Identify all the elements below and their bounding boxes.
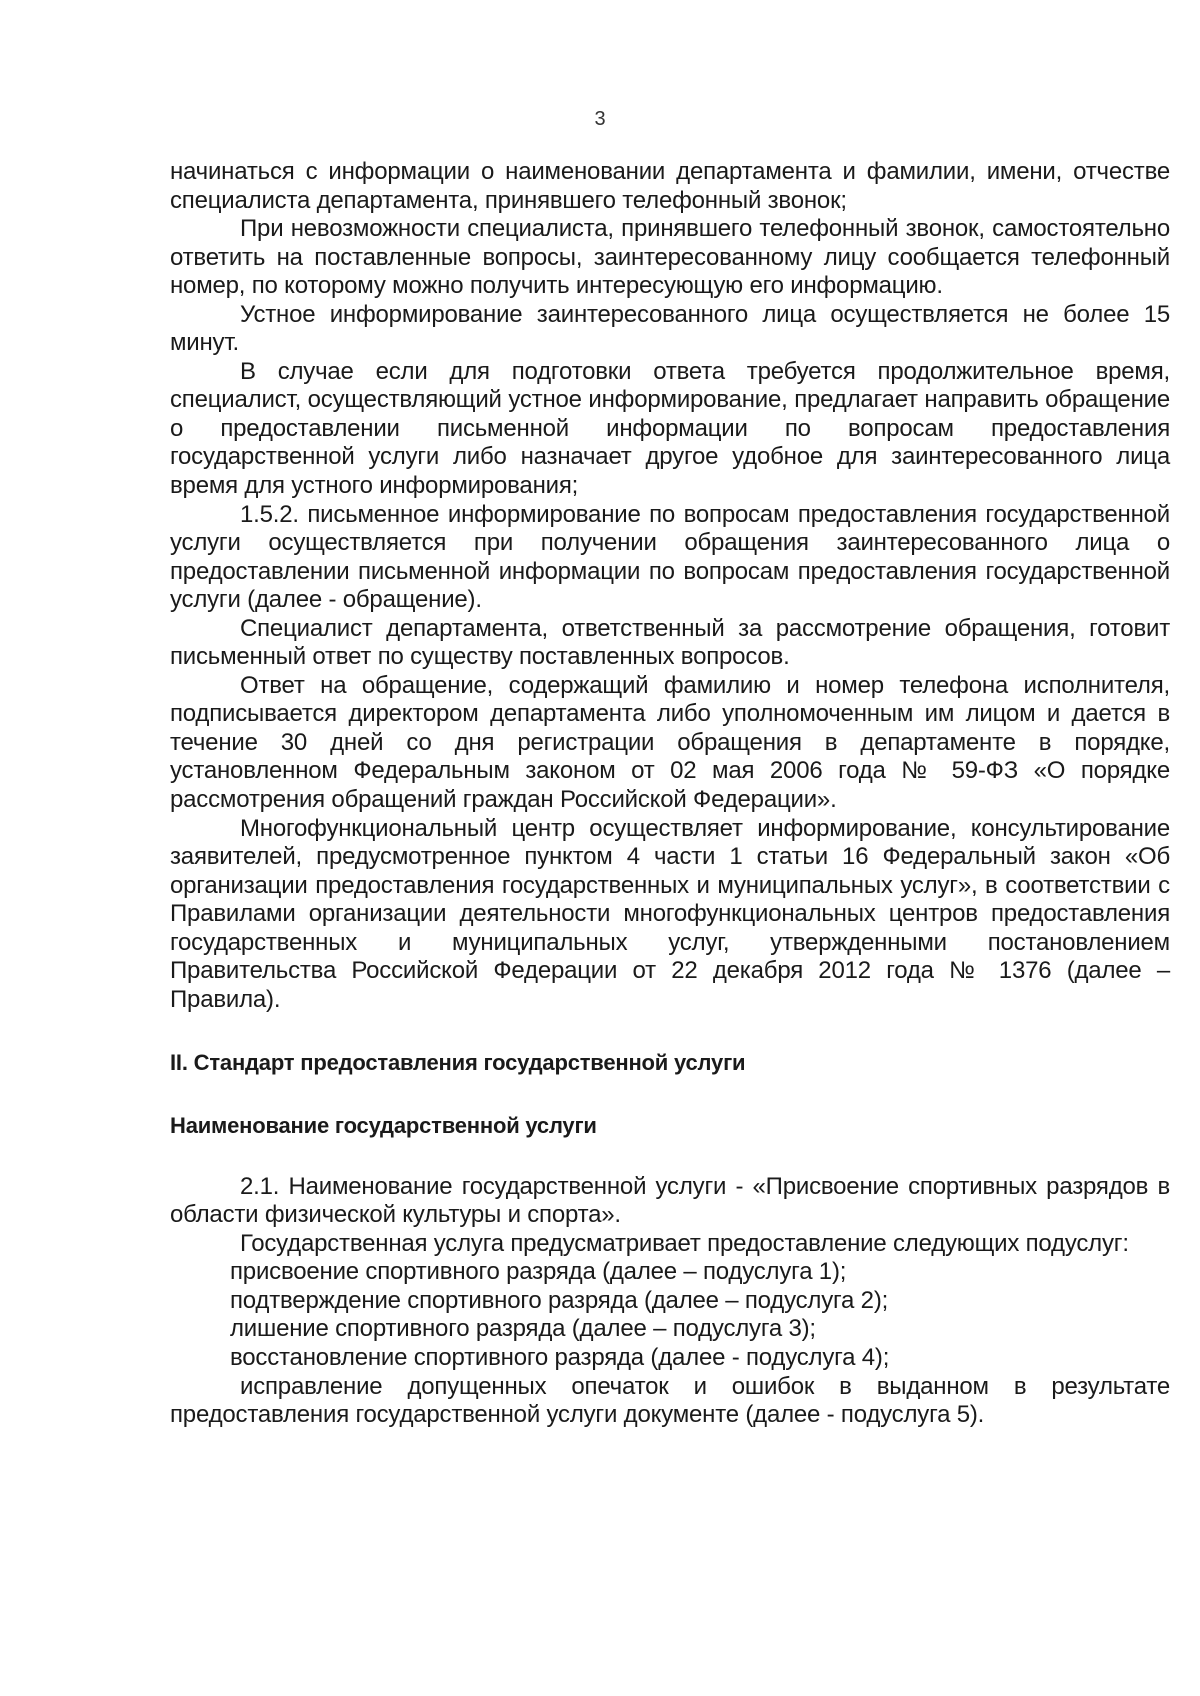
paragraph: Устное информирование заинтересованного лица осуществляется не более 15 минут. [170, 300, 1170, 357]
page-number: 3 [594, 108, 606, 130]
list-item: лишение спортивного разряда (далее – подуслуга 3); [230, 1315, 816, 1343]
list-item: восстановление спортивного разряда (далее - подуслуга 4); [230, 1344, 890, 1372]
document-body [170, 158, 1170, 1430]
paragraph: исправление допущенных опечаток и ошибок в выданном в результате предоставления государственной услуги документе (далее - подуслуга 5). [170, 1372, 1170, 1429]
paragraph: Государственная услуга предусматривает предоставление следующих подуслуг: [240, 1229, 1129, 1257]
paragraph: начинаться с информации о наименовании департамента и фамилии, имени, отчестве специалиста департамента, принявшего телефонный звонок; [170, 158, 1170, 214]
paragraph: 1.5.2. письменное информирование по вопросам предоставления государственной услуги осуществляется при получении обращения заинтересованного лица о предоставлении письменной информации по вопросам предоставления государственной услуги (далее - обращение). [170, 500, 1170, 614]
paragraph: 2.1. Наименование государственной услуги - «Присвоение спортивных разрядов в области физической культуры и спорта». [170, 1172, 1170, 1229]
section-heading: II. Стандарт предоставления государственной услуги [170, 1050, 746, 1076]
subsection-heading: Наименование государственной услуги [170, 1112, 597, 1138]
paragraph: В случае если для подготовки ответа требуется продолжительное время, специалист, осуществляющий устное информирование, предлагает направить обращение о предоставлении письменной информации по вопросам предоставления государственной услуги либо назначает другое удобное для заинтересованного лица время для устного информирования; [170, 357, 1170, 500]
paragraph: Ответ на обращение, содержащий фамилию и номер телефона исполнителя, подписывается директором департамента либо уполномоченным им лицом и дается в течение 30 дней со дня регистрации обращения в департаменте в порядке, установленном Федеральным законом от 02 мая 2006 года № 59-ФЗ «О порядке рассмотрения обращений граждан Российской Федерации». [170, 671, 1170, 814]
list-item: подтверждение спортивного разряда (далее – подуслуга 2); [230, 1286, 889, 1314]
list-item: присвоение спортивного разряда (далее – подуслуга 1); [230, 1258, 847, 1286]
paragraph: Специалист департамента, ответственный за рассмотрение обращения, готовит письменный ответ по существу поставленных вопросов. [170, 614, 1170, 671]
paragraph: При невозможности специалиста, принявшего телефонный звонок, самостоятельно ответить на поставленные вопросы, заинтересованному лицу сообщается телефонный номер, по которому можно получить интересующую его информацию. [170, 215, 1170, 300]
paragraph: Многофункциональный центр осуществляет информирование, консультирование заявителей, предусмотренное пунктом 4 части 1 статьи 16 Федеральный закон «Об организации предоставления государственных и муниципальных услуг», в соответствии с Правилами организации деятельности многофункциональных центров предоставления государственных и муниципальных услуг, утвержденными постановлением Правительства Российской Федерации от 22 декабря 2012 года № 1376 (далее – Правила). [170, 814, 1170, 1013]
